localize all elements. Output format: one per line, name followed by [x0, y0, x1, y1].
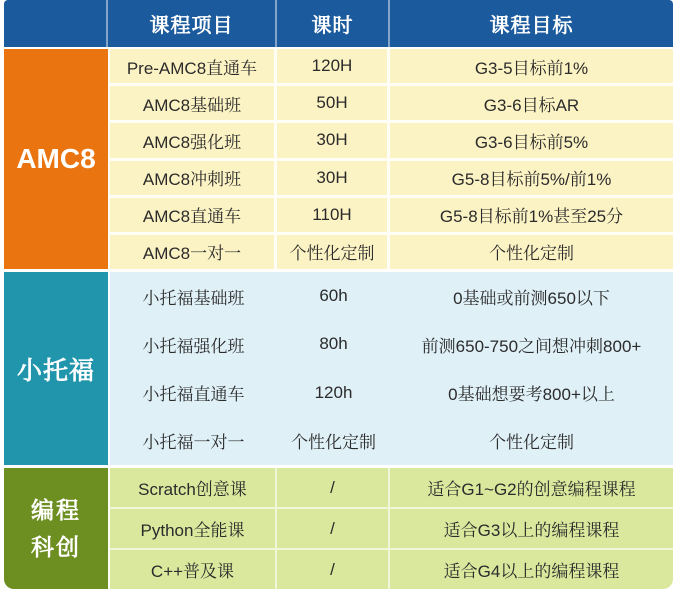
- section-biancheng-rows: [108, 468, 673, 589]
- section-label-line1: 编程: [31, 496, 81, 523]
- cell-goal: 前测650-750之间想冲刺800+: [421, 336, 642, 356]
- cell-course: 小托福直通车: [142, 385, 245, 405]
- cell-course: AMC8基础班: [110, 86, 277, 120]
- section-label-text: 小托福: [16, 356, 95, 385]
- table-row: [110, 158, 673, 195]
- cell-hours: /: [277, 468, 390, 507]
- cell-hours: 80h: [319, 334, 348, 354]
- cell-goal: G3-5目标前1%: [474, 58, 589, 78]
- section-xiaotuofu: [4, 269, 673, 465]
- cell-hours: 个性化定制: [277, 235, 390, 269]
- cell-course: Python全能课: [110, 509, 277, 548]
- section-label-biancheng-kechuang: [4, 468, 108, 589]
- cell-goal: 个性化定制: [489, 433, 574, 453]
- table-row: [110, 232, 673, 269]
- table-row: [110, 195, 673, 232]
- cell-hours: /: [277, 550, 390, 589]
- cell-course: AMC8直通车: [110, 198, 277, 232]
- cell-course: 小托福基础班: [142, 288, 245, 308]
- section-biancheng-kechuang: [4, 465, 673, 589]
- cell-goal: G3-6目标前5%: [474, 132, 589, 152]
- header-course-items: 课程项目: [108, 0, 277, 47]
- table-row: [110, 507, 673, 548]
- cell-hours: 120H: [277, 49, 390, 83]
- section-label-xiaotuofu: [4, 272, 108, 465]
- table-row: [110, 369, 673, 417]
- section-label-text: AMC8: [16, 143, 96, 174]
- cell-hours: 110H: [277, 198, 390, 232]
- table-row: [110, 49, 673, 83]
- section-label-amc8: [4, 49, 108, 269]
- cell-hours: 50H: [277, 86, 390, 120]
- cell-course: Scratch创意课: [110, 468, 277, 507]
- cell-course: AMC8冲刺班: [110, 161, 277, 195]
- section-amc8: [4, 47, 673, 269]
- cell-goal: G5-8目标前5%/前1%: [451, 170, 612, 190]
- cell-hours: 个性化定制: [291, 433, 376, 453]
- cell-goal: 0基础想要考800+以上: [448, 385, 615, 405]
- table-row: [110, 417, 673, 465]
- cell-goal: 适合G4以上的编程课程: [443, 562, 620, 581]
- table-row: [110, 468, 673, 507]
- cell-goal: 0基础或前测650以下: [453, 288, 610, 308]
- cell-goal: G5-8目标前1%甚至25分: [439, 207, 624, 227]
- cell-course: 小托福一对一: [142, 433, 245, 453]
- cell-goal: 个性化定制: [489, 244, 574, 264]
- cell-goal: G3-6目标AR: [483, 95, 580, 115]
- table-row: [110, 548, 673, 589]
- cell-course: AMC8一对一: [110, 235, 277, 269]
- cell-hours: 60h: [319, 286, 348, 306]
- header-class-hours: 课时: [277, 0, 390, 47]
- header-course-goal: 课程目标: [489, 15, 574, 37]
- course-table: [4, 0, 673, 589]
- section-amc8-rows: [108, 49, 673, 269]
- cell-hours: /: [277, 509, 390, 548]
- header-category-spacer: [4, 0, 108, 47]
- table-row: [110, 320, 673, 368]
- table-row: [110, 120, 673, 157]
- table-header-row: [4, 0, 673, 47]
- table-row: [110, 83, 673, 120]
- cell-hours: 120h: [314, 382, 353, 402]
- section-xiaotuofu-rows: [108, 272, 673, 465]
- section-label-line2: 科创: [31, 533, 81, 560]
- cell-course: AMC8强化班: [110, 123, 277, 157]
- cell-goal: 适合G3以上的编程课程: [443, 521, 620, 540]
- cell-hours: 30H: [277, 123, 390, 157]
- cell-course: C++普及课: [110, 550, 277, 589]
- cell-course: 小托福强化班: [142, 336, 245, 356]
- cell-course: Pre-AMC8直通车: [110, 49, 277, 83]
- cell-hours: 30H: [277, 161, 390, 195]
- cell-goal: 适合G1~G2的创意编程课程: [427, 480, 636, 499]
- table-row: [110, 272, 673, 320]
